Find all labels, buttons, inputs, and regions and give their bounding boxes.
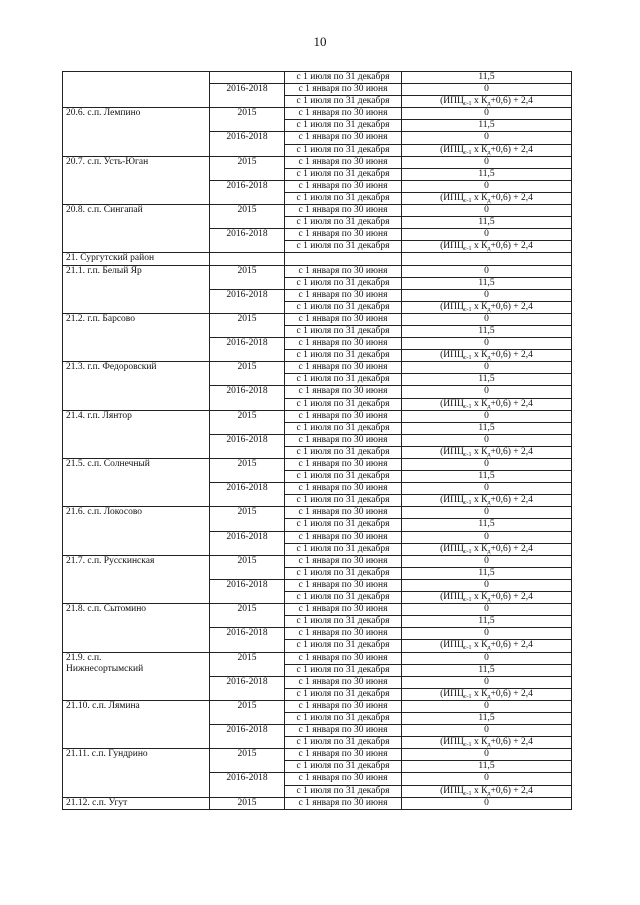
table-row (63, 749, 572, 761)
period-cell: с 1 июля по 31 декабря (285, 567, 402, 579)
year-cell (210, 253, 285, 265)
period-cell: с 1 июля по 31 декабря (285, 301, 402, 313)
settlement-name: 21.12. с.п. Угут (63, 797, 210, 809)
value-cell: 0 (402, 700, 572, 712)
period-cell: с 1 июля по 31 декабря (285, 277, 402, 289)
value-cell: 0 (402, 362, 572, 374)
tariff-formula: ($ИПЦ_{с-1}$ х $К_д+0,6) + 2,4$ (402, 144, 572, 156)
period-cell: с 1 января по 30 июня (285, 459, 402, 471)
period-cell: с 1 января по 30 июня (285, 434, 402, 446)
period-cell: с 1 июля по 31 декабря (285, 241, 402, 253)
settlement-name: 20.7. с.п. Усть-Юган (63, 156, 210, 204)
tariff-formula: ($ИПЦ_{с-1}$ х $К_д+0,6) + 2,4$ (402, 192, 572, 204)
table-row (63, 156, 572, 168)
value-cell: 0 (402, 205, 572, 217)
value-cell: 0 (402, 507, 572, 519)
year-cell: 2016-2018 (210, 579, 285, 603)
year-cell: 2015 (210, 459, 285, 483)
settlement-name: 21.9. с.п. Нижнесортымский (63, 652, 210, 700)
period-cell: с 1 января по 30 июня (285, 483, 402, 495)
year-cell: 2016-2018 (210, 725, 285, 749)
settlement-name: 20.6. с.п. Лемпино (63, 108, 210, 156)
table-row (63, 205, 572, 217)
section-title: 21. Сургутский район (63, 253, 210, 265)
value-cell: 0 (402, 338, 572, 350)
period-cell: с 1 июля по 31 декабря (285, 144, 402, 156)
period-cell: с 1 января по 30 июня (285, 205, 402, 217)
value-cell: 11,5 (402, 168, 572, 180)
value-cell: 0 (402, 797, 572, 809)
settlement-name: 21.1. г.п. Белый Яр (63, 265, 210, 313)
settlement-name: 21.11. с.п. Гундрино (63, 749, 210, 797)
tariff-formula: ($ИПЦ_{с-1}$ х $К_д+0,6) + 2,4$ (402, 640, 572, 652)
tariff-formula: ($ИПЦ_{с-1}$ х $К_д+0,6) + 2,4$ (402, 350, 572, 362)
value-cell: 0 (402, 628, 572, 640)
value-cell: 11,5 (402, 277, 572, 289)
tariff-formula: ($ИПЦ_{с-1}$ х $К_д+0,6) + 2,4$ (402, 241, 572, 253)
table-row (63, 797, 572, 809)
period-cell: с 1 июля по 31 декабря (285, 96, 402, 108)
year-cell: 2015 (210, 652, 285, 676)
period-cell: с 1 января по 30 июня (285, 700, 402, 712)
tariff-formula: ($ИПЦ_{с-1}$ х $К_д+0,6) + 2,4$ (402, 398, 572, 410)
value-cell: 11,5 (402, 471, 572, 483)
value-cell: 0 (402, 459, 572, 471)
period-cell: с 1 июля по 31 декабря (285, 761, 402, 773)
period-cell: с 1 января по 30 июня (285, 313, 402, 325)
value-cell: 11,5 (402, 325, 572, 337)
period-cell: с 1 июля по 31 декабря (285, 168, 402, 180)
period-cell: с 1 января по 30 июня (285, 652, 402, 664)
period-cell: с 1 июля по 31 декабря (285, 72, 402, 84)
period-cell: с 1 января по 30 июня (285, 362, 402, 374)
value-cell: 11,5 (402, 519, 572, 531)
period-cell: с 1 июля по 31 декабря (285, 785, 402, 797)
period-cell: с 1 июля по 31 декабря (285, 192, 402, 204)
period-cell: с 1 января по 30 июня (285, 132, 402, 144)
settlement-name: 21.10. с.п. Лямина (63, 700, 210, 748)
period-cell: с 1 января по 30 июня (285, 410, 402, 422)
period-cell: с 1 января по 30 июня (285, 180, 402, 192)
period-cell: с 1 июля по 31 декабря (285, 712, 402, 724)
table-row (63, 410, 572, 422)
year-cell: 2016-2018 (210, 386, 285, 410)
value-cell: 0 (402, 289, 572, 301)
period-cell: с 1 января по 30 июня (285, 229, 402, 241)
value-cell: 11,5 (402, 374, 572, 386)
table-row (63, 265, 572, 277)
period-cell: с 1 января по 30 июня (285, 265, 402, 277)
period-cell: с 1 июля по 31 декабря (285, 543, 402, 555)
table-row (63, 507, 572, 519)
value-cell: 11,5 (402, 120, 572, 132)
period-cell: с 1 июля по 31 декабря (285, 640, 402, 652)
year-cell: 2016-2018 (210, 773, 285, 797)
year-cell: 2015 (210, 604, 285, 628)
value-cell: 0 (402, 531, 572, 543)
settlement-name: 21.4. г.п. Лянтор (63, 410, 210, 458)
period-cell: с 1 июля по 31 декабря (285, 737, 402, 749)
value-cell: 0 (402, 676, 572, 688)
year-cell: 2015 (210, 700, 285, 724)
year-cell: 2016-2018 (210, 338, 285, 362)
period-cell: с 1 июля по 31 декабря (285, 374, 402, 386)
table-row (63, 555, 572, 567)
period-cell: с 1 января по 30 июня (285, 289, 402, 301)
tariff-formula: ($ИПЦ_{с-1}$ х $К_д+0,6) + 2,4$ (402, 737, 572, 749)
period-cell: с 1 января по 30 июня (285, 108, 402, 120)
settlement-name: 20.8. с.п. Сингапай (63, 205, 210, 253)
value-cell: 0 (402, 555, 572, 567)
period-cell: с 1 января по 30 июня (285, 84, 402, 96)
value-cell: 11,5 (402, 712, 572, 724)
period-cell: с 1 января по 30 июня (285, 555, 402, 567)
value-cell: 0 (402, 604, 572, 616)
year-cell: 2016-2018 (210, 628, 285, 652)
value-cell: 0 (402, 265, 572, 277)
value-cell: 11,5 (402, 567, 572, 579)
tariff-formula: ($ИПЦ_{с-1}$ х $К_д+0,6) + 2,4$ (402, 446, 572, 458)
tariff-table-body (63, 72, 572, 810)
period-cell: с 1 января по 30 июня (285, 579, 402, 591)
period-cell: с 1 июля по 31 декабря (285, 422, 402, 434)
year-cell: 2015 (210, 362, 285, 386)
period-cell: с 1 января по 30 июня (285, 773, 402, 785)
period-cell: с 1 января по 30 июня (285, 386, 402, 398)
value-cell: 0 (402, 84, 572, 96)
value-cell: 0 (402, 156, 572, 168)
year-cell: 2016-2018 (210, 676, 285, 700)
year-cell: 2015 (210, 507, 285, 531)
period-cell: с 1 января по 30 июня (285, 338, 402, 350)
year-cell: 2015 (210, 205, 285, 229)
tariff-formula: ($ИПЦ_{с-1}$ х $К_д+0,6) + 2,4$ (402, 301, 572, 313)
tariff-formula: ($ИПЦ_{с-1}$ х $К_д+0,6) + 2,4$ (402, 96, 572, 108)
value-cell: 0 (402, 386, 572, 398)
period-cell: с 1 июля по 31 декабря (285, 688, 402, 700)
table-row (63, 253, 572, 265)
year-cell: 2015 (210, 313, 285, 337)
settlement-name: 21.2. г.п. Барсово (63, 313, 210, 361)
value-cell: 0 (402, 108, 572, 120)
value-cell (402, 253, 572, 265)
value-cell: 11,5 (402, 664, 572, 676)
tariff-table (62, 71, 572, 810)
value-cell: 0 (402, 229, 572, 241)
year-cell: 2015 (210, 108, 285, 132)
year-cell: 2016-2018 (210, 289, 285, 313)
tariff-formula: ($ИПЦ_{с-1}$ х $К_д+0,6) + 2,4$ (402, 543, 572, 555)
value-cell: 0 (402, 652, 572, 664)
tariff-formula: ($ИПЦ_{с-1}$ х $К_д+0,6) + 2,4$ (402, 592, 572, 604)
value-cell: 11,5 (402, 761, 572, 773)
value-cell: 0 (402, 483, 572, 495)
period-cell: с 1 января по 30 июня (285, 507, 402, 519)
settlement-name-continued (63, 72, 210, 108)
value-cell: 0 (402, 180, 572, 192)
period-cell: с 1 июля по 31 декабря (285, 350, 402, 362)
period-cell: с 1 июля по 31 декабря (285, 495, 402, 507)
value-cell: 0 (402, 410, 572, 422)
period-cell: с 1 января по 30 июня (285, 749, 402, 761)
settlement-name: 21.6. с.п. Локосово (63, 507, 210, 555)
table-row (63, 313, 572, 325)
table-row (63, 459, 572, 471)
period-cell: с 1 января по 30 июня (285, 676, 402, 688)
table-row (63, 72, 572, 84)
value-cell: 11,5 (402, 616, 572, 628)
year-cell: 2015 (210, 265, 285, 289)
period-cell: с 1 июля по 31 декабря (285, 120, 402, 132)
value-cell: 0 (402, 132, 572, 144)
period-cell: с 1 января по 30 июня (285, 156, 402, 168)
table-row (63, 700, 572, 712)
period-cell: с 1 января по 30 июня (285, 725, 402, 737)
period-cell: с 1 января по 30 июня (285, 628, 402, 640)
year-cell: 2016-2018 (210, 180, 285, 204)
year-cell: 2016-2018 (210, 132, 285, 156)
period-cell: с 1 июля по 31 декабря (285, 217, 402, 229)
value-cell: 0 (402, 313, 572, 325)
year-cell: 2016-2018 (210, 531, 285, 555)
year-cell: 2016-2018 (210, 229, 285, 253)
table-row (63, 108, 572, 120)
settlement-name: 21.5. с.п. Солнечный (63, 459, 210, 507)
period-cell: с 1 июля по 31 декабря (285, 664, 402, 676)
value-cell: 0 (402, 725, 572, 737)
value-cell: 0 (402, 749, 572, 761)
period-cell: с 1 июля по 31 декабря (285, 592, 402, 604)
year-cell: 2015 (210, 555, 285, 579)
period-cell: с 1 июля по 31 декабря (285, 519, 402, 531)
page-number: 10 (313, 34, 327, 49)
period-cell: с 1 января по 30 июня (285, 604, 402, 616)
tariff-formula: ($ИПЦ_{с-1}$ х $К_д+0,6) + 2,4$ (402, 785, 572, 797)
settlement-name: 21.8. с.п. Сытомино (63, 604, 210, 652)
year-cell: 2015 (210, 410, 285, 434)
value-cell: 0 (402, 773, 572, 785)
period-cell: с 1 июля по 31 декабря (285, 446, 402, 458)
period-cell: с 1 января по 30 июня (285, 531, 402, 543)
value-cell: 0 (402, 434, 572, 446)
value-cell: 11,5 (402, 72, 572, 84)
period-cell: с 1 июля по 31 декабря (285, 398, 402, 410)
year-cell: 2015 (210, 156, 285, 180)
year-cell: 2016-2018 (210, 434, 285, 458)
value-cell: 0 (402, 579, 572, 591)
table-row (63, 362, 572, 374)
period-cell: с 1 июля по 31 декабря (285, 616, 402, 628)
year-cell: 2016-2018 (210, 84, 285, 108)
value-cell: 11,5 (402, 217, 572, 229)
year-cell (210, 72, 285, 84)
table-row (63, 604, 572, 616)
tariff-formula: ($ИПЦ_{с-1}$ х $К_д+0,6) + 2,4$ (402, 688, 572, 700)
period-cell: с 1 июля по 31 декабря (285, 471, 402, 483)
tariff-formula: ($ИПЦ_{с-1}$ х $К_д+0,6) + 2,4$ (402, 495, 572, 507)
period-cell: с 1 января по 30 июня (285, 797, 402, 809)
table-row (63, 652, 572, 664)
settlement-name: 21.3. г.п. Федоровский (63, 362, 210, 410)
year-cell: 2015 (210, 797, 285, 809)
year-cell: 2016-2018 (210, 483, 285, 507)
period-cell: с 1 июля по 31 декабря (285, 325, 402, 337)
period-cell (285, 253, 402, 265)
value-cell: 11,5 (402, 422, 572, 434)
settlement-name: 21.7. с.п. Русскинская (63, 555, 210, 603)
year-cell: 2015 (210, 749, 285, 773)
